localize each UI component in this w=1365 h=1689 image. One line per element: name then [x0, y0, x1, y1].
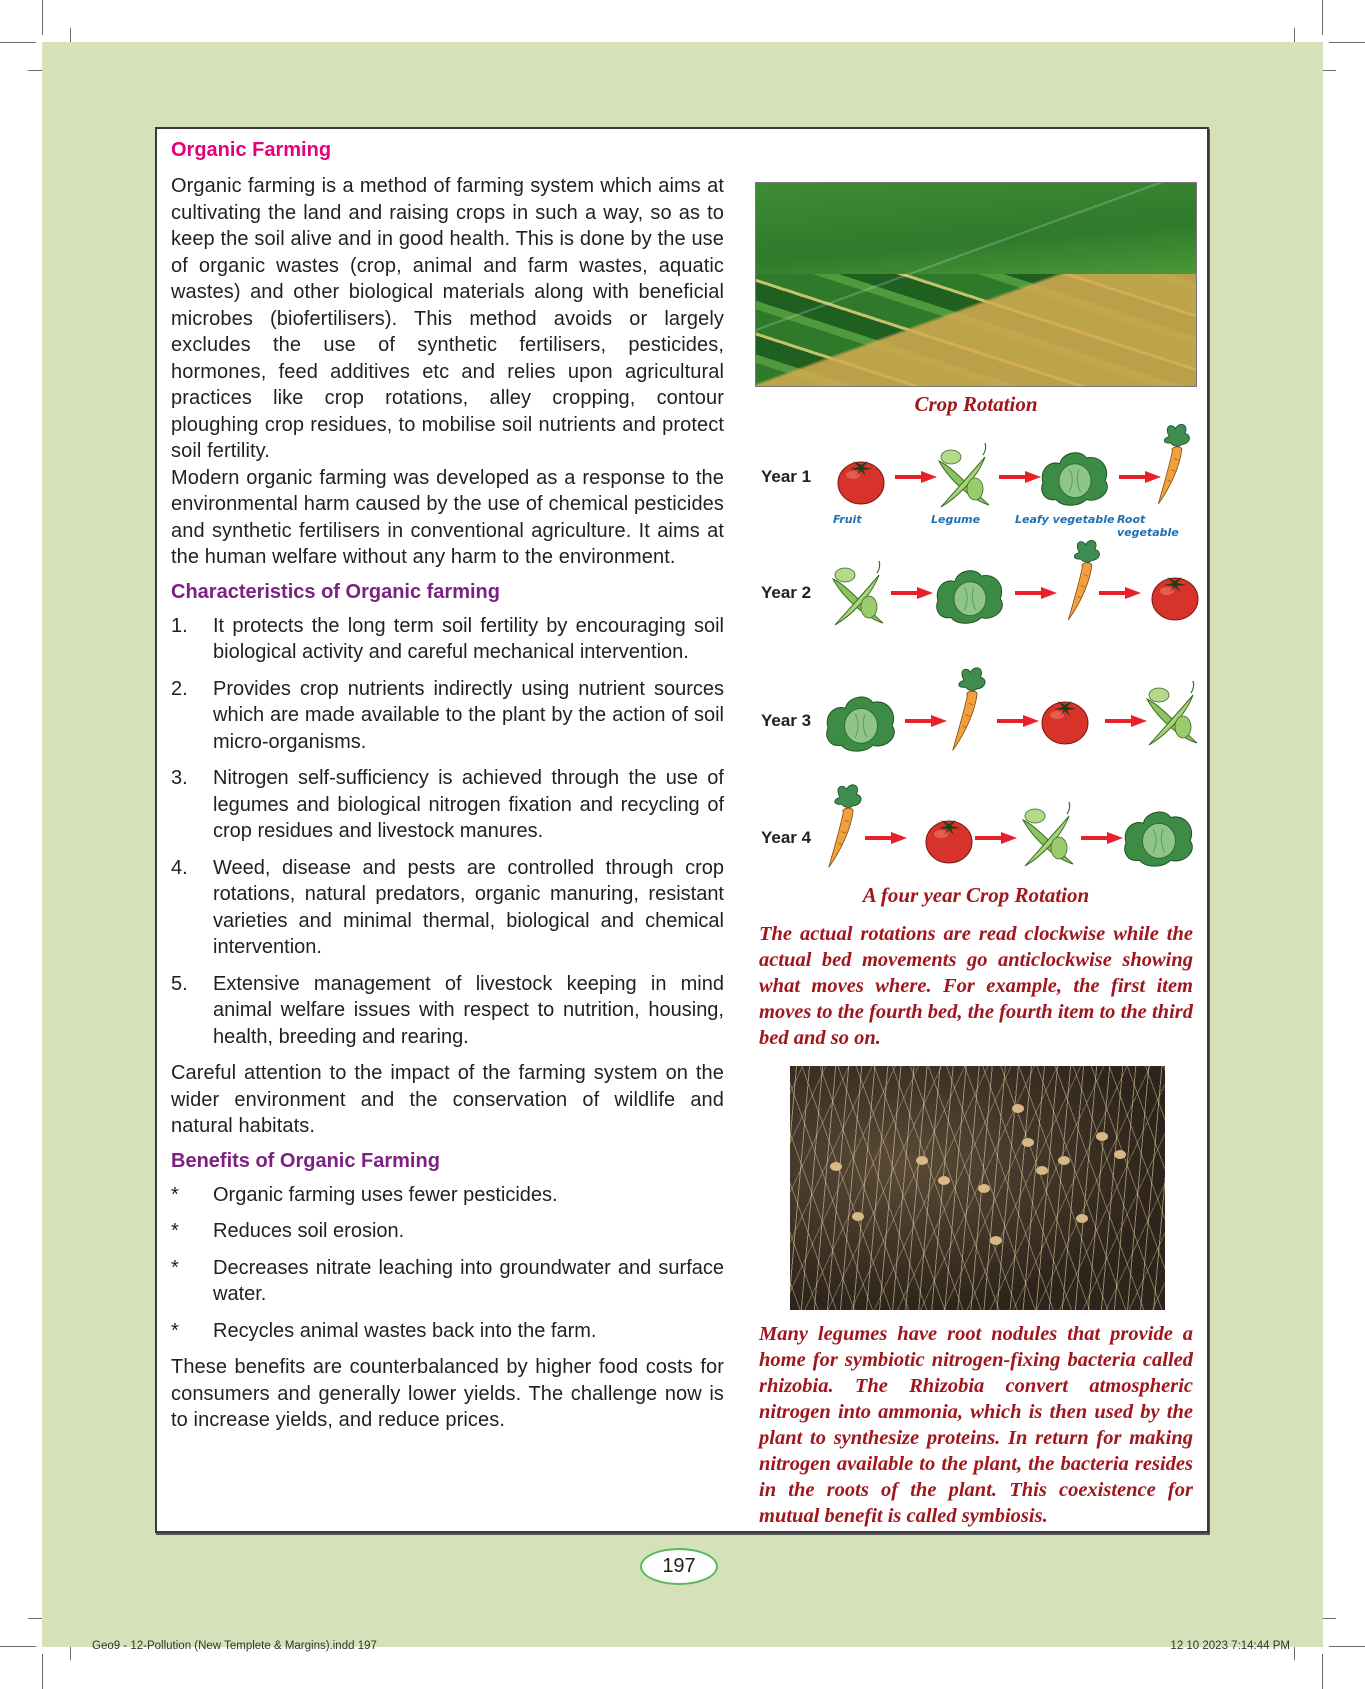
characteristics-heading: Characteristics of Organic farming: [171, 580, 500, 603]
year-4-row: [753, 794, 1199, 894]
nodule: [978, 1184, 990, 1193]
list-item: [171, 1182, 724, 1209]
arrow-right-icon: [1081, 832, 1123, 844]
year-label: Year 4: [761, 828, 812, 847]
cabbage-icon: [1119, 802, 1199, 870]
careful-attention-paragraph: Careful attention to the impact of the farming system on the wider environment and the conservation of wildlife and natural habitats.: [171, 1062, 724, 1137]
year-label: Year 2: [761, 583, 812, 602]
print-footer-timestamp: 12 10 2023 7:14:44 PM: [1170, 1640, 1290, 1652]
arrow-right-icon: [1099, 587, 1141, 599]
list-item: [171, 1218, 724, 1245]
benefits-heading: Benefits of Organic Farming: [171, 1149, 440, 1172]
characteristics-list: [171, 613, 724, 1051]
cabbage-icon: [1037, 443, 1113, 509]
list-item: [171, 855, 724, 961]
aerial-farm-photo: [755, 182, 1197, 387]
list-marker: 4.: [171, 856, 188, 879]
crop-rotation-caption: Crop Rotation: [914, 392, 1038, 416]
crop-mark: [42, 1654, 43, 1689]
crop-mark: [1329, 42, 1365, 43]
carrot-icon: [819, 772, 871, 880]
legume-icon: [825, 557, 889, 637]
year-label: Year 3: [761, 711, 812, 730]
cabbage-icon: [931, 561, 1009, 627]
conclusion-paragraph: These benefits are counterbalanced by higher food costs for consumers and generally lower yields. The challenge now is to increase yields, and reduce prices.: [171, 1356, 724, 1431]
arrow-right-icon: [1015, 587, 1057, 599]
carrot-icon: [943, 655, 995, 763]
nodule: [1096, 1132, 1108, 1141]
list-marker: 1.: [171, 614, 188, 637]
legume-icon: [1015, 798, 1079, 878]
type-label-legume: Legume: [931, 513, 981, 526]
crop-mark: [0, 42, 36, 43]
rotation-note: The actual rotations are read clockwise while the actual bed movements go anticlockwise showing what moves where. For example, the first item moves to the fourth bed, the fourth item to the third bed and so on.: [759, 923, 1193, 1049]
left-column: [171, 137, 724, 1434]
type-label-root: Root vegetable: [1117, 513, 1179, 539]
list-item: [171, 676, 724, 756]
root-nodules-photo: [790, 1066, 1165, 1310]
list-marker: *: [171, 1220, 179, 1242]
right-column: [753, 129, 1199, 1529]
nodule: [852, 1212, 864, 1221]
list-marker: *: [171, 1256, 179, 1279]
benefits-list: [171, 1182, 724, 1345]
symbiosis-note: Many legumes have root nodules that provide a home for symbiotic nitrogen-fixing bacteria called rhizobia. The Rhizobia convert atmospheric nitrogen into ammonia, which is then used by the plant to synthesize proteins. In return for making nitrogen available to the plant, the bacteria resides in the roots of the plant. This coexistence for mutual benefit is called symbiosis.: [759, 1323, 1193, 1527]
list-item-text: Weed, disease and pests are controlled through crop rotations, natural predators, organic manuring, resistant varieties and minimal thermal, biological and chemical intervention.: [213, 856, 724, 958]
nodule: [1012, 1104, 1024, 1113]
list-marker: *: [171, 1183, 179, 1206]
list-item-text: Reduces soil erosion.: [213, 1220, 405, 1242]
arrow-right-icon: [865, 832, 907, 844]
legume-icon: [1139, 677, 1203, 757]
type-label-leafy: Leafy vegetable: [1015, 513, 1115, 526]
tomato-icon: [1143, 555, 1207, 635]
tomato-icon: [829, 439, 893, 519]
tomato-icon: [1033, 679, 1097, 759]
list-item: [171, 765, 724, 845]
arrow-right-icon: [975, 832, 1017, 844]
list-item-text: Nitrogen self-sufficiency is achieved through the use of legumes and biological nitrogen fixation and recycling of crop residues and livestock manures.: [213, 767, 724, 842]
year-label: Year 1: [761, 467, 812, 486]
nodule: [1022, 1138, 1034, 1147]
carrot-icon: [1149, 411, 1199, 517]
nodule: [830, 1162, 842, 1171]
list-marker: 2.: [171, 677, 188, 700]
nodule: [990, 1236, 1002, 1245]
list-item-text: It protects the long term soil fertility by encouraging soil biological activity and careful mechanical intervention.: [213, 614, 724, 663]
nodule: [1036, 1166, 1048, 1175]
nodule: [1058, 1156, 1070, 1165]
list-item: [171, 1318, 724, 1345]
arrow-right-icon: [891, 587, 933, 599]
crop-mark: [1329, 1646, 1365, 1647]
nodule: [938, 1176, 950, 1185]
list-item-text: Provides crop nutrients indirectly using nutrient sources which are made available to the plant by the action of soil micro-organisms.: [213, 677, 724, 753]
list-item-text: Extensive management of livestock keeping in mind animal welfare issues with respect to nutrition, housing, health, breeding and rearing.: [213, 972, 724, 1048]
nodule: [1114, 1150, 1126, 1159]
arrow-right-icon: [905, 715, 947, 727]
year-2-row: [753, 549, 1199, 649]
list-item: [171, 613, 724, 666]
list-item: [171, 1255, 724, 1308]
crop-mark: [1322, 1654, 1323, 1689]
list-marker: 3.: [171, 767, 188, 789]
arrow-right-icon: [999, 471, 1041, 483]
print-footer-filename: Geo9 - 12-Pollution (New Templete & Margins).indd 197: [92, 1640, 377, 1652]
four-year-caption: A four year Crop Rotation: [862, 883, 1090, 907]
list-item: [171, 971, 724, 1051]
list-marker: 5.: [171, 972, 188, 995]
nodule: [1076, 1214, 1088, 1223]
legume-icon: [931, 439, 995, 519]
list-item-text: Decreases nitrate leaching into groundwater and surface water.: [213, 1256, 724, 1305]
list-item-text: Organic farming uses fewer pesticides.: [213, 1183, 558, 1206]
crop-mark: [42, 0, 43, 35]
list-marker: *: [171, 1319, 179, 1342]
intro-paragraph-2: Modern organic farming was developed as a response to the environmental harm caused by the use of chemical pesticides and synthetic fertilisers in conventional agriculture. It aims at the human welfare without any harm to the environment.: [171, 466, 724, 568]
nodule: [916, 1156, 928, 1165]
list-item-text: Recycles animal wastes back into the farm.: [213, 1319, 597, 1342]
section-title: Organic Farming: [171, 139, 332, 161]
type-label-fruit: Fruit: [833, 513, 862, 526]
year-3-row: [753, 677, 1199, 777]
cabbage-icon: [821, 687, 901, 755]
page-number-badge: 197: [640, 1548, 718, 1585]
crop-mark: [1322, 0, 1323, 35]
intro-paragraph-1: Organic farming is a method of farming system which aims at cultivating the land and raising crops in such a way, so as to keep the soil alive and in good health. This is done by the use of organic wastes (crop, animal and farm wastes, aquatic wastes) and other biological materials along with beneficial microbes (biofertilisers). This method avoids or largely excludes the use of synthetic fertilisers, pesticides, hormones, feed additives etc and relies upon agricultural practices like crop rotations, alley cropping, contour ploughing crop residues, to mobilise soil nutrients and protect soil fertility.: [171, 175, 724, 462]
content-box: [155, 127, 1209, 1533]
tomato-icon: [917, 798, 981, 878]
carrot-icon: [1059, 527, 1109, 633]
crop-mark: [0, 1646, 36, 1647]
